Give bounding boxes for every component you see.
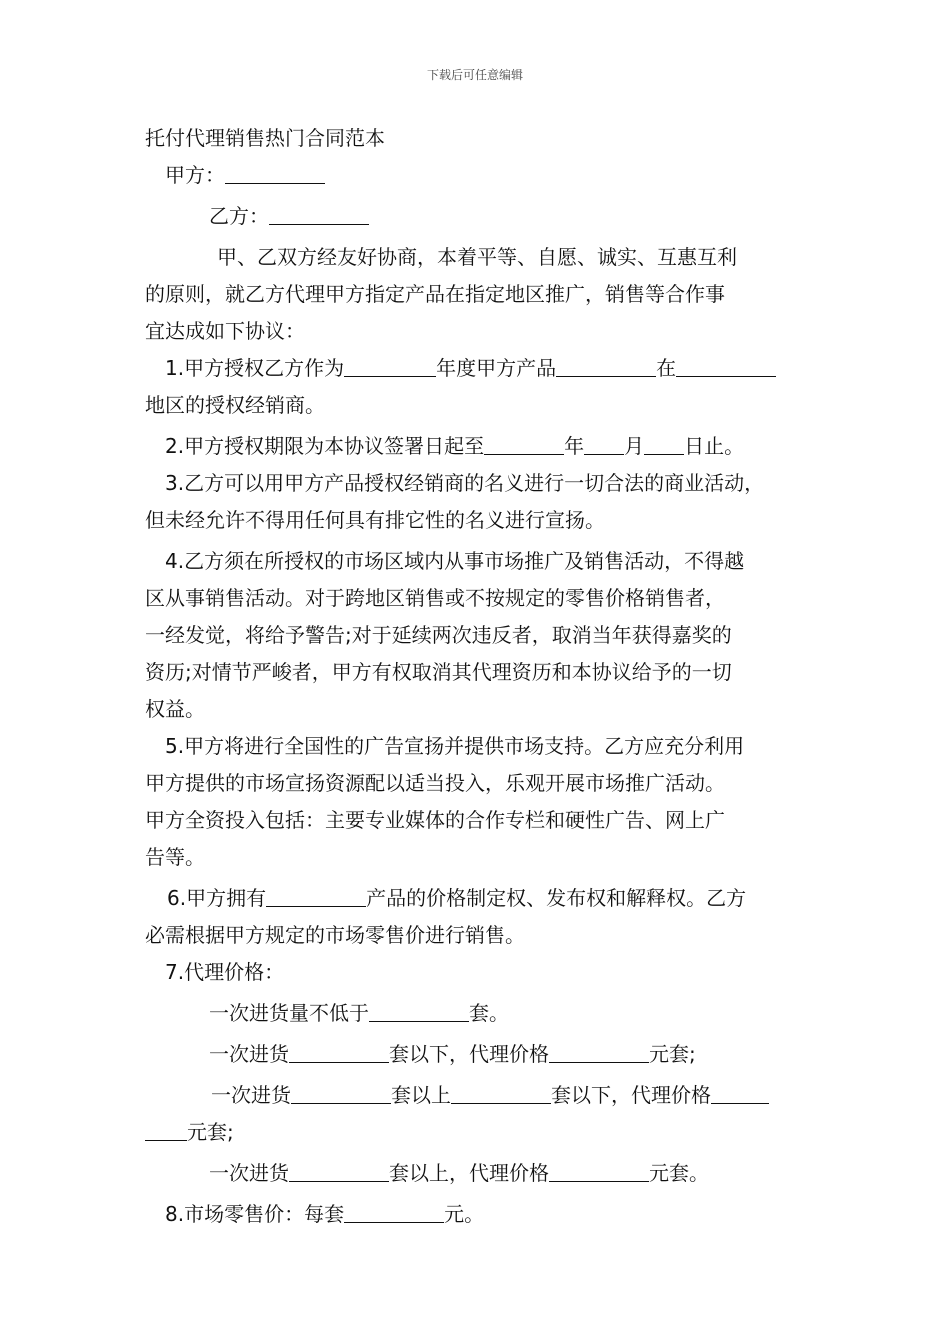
clause-7-row-1-blank[interactable] bbox=[369, 1001, 469, 1022]
clause-2-blank-year[interactable] bbox=[484, 434, 564, 455]
clause-6-line-2: 必需根据甲方规定的市场零售价进行销售。 bbox=[145, 923, 525, 947]
clause-7-row-2 bbox=[145, 1036, 815, 1073]
clause-7-row-3-blank-price-start[interactable] bbox=[711, 1083, 769, 1104]
clause-4-line-2: 区从事销售活动。对于跨地区销售或不按规定的零售价格销售者， bbox=[145, 586, 725, 610]
clause-2-text-a: 2.甲方授权期限为本协议签署日起至 bbox=[165, 434, 485, 458]
clause-1-blank-region[interactable] bbox=[676, 356, 776, 377]
intro-line-3: 宜达成如下协议： bbox=[145, 319, 305, 343]
clause-7-row-4-blank-price[interactable] bbox=[549, 1161, 649, 1182]
clause-8-text-a: 8.市场零售价：每套 bbox=[165, 1202, 345, 1226]
clause-7-row-3-blank-max[interactable] bbox=[451, 1083, 551, 1104]
clause-2-blank-month[interactable] bbox=[584, 434, 624, 455]
clause-4-line-3: 一经发觉，将给予警告;对于延续两次违反者，取消当年获得嘉奖的 bbox=[145, 623, 732, 647]
clause-7-row-3-cont bbox=[145, 1114, 815, 1151]
clause-1-text-b: 年度甲方产品 bbox=[436, 356, 557, 380]
clause-4-line-1: 4.乙方须在所授权的市场区域内从事市场推广及销售活动，不得越 bbox=[165, 549, 745, 573]
clause-8-line bbox=[145, 1196, 815, 1233]
clause-2-text-d: 日止。 bbox=[684, 434, 745, 458]
clause-3-line-1: 3.乙方可以用甲方产品授权经销商的名义进行一切合法的商业活动， bbox=[165, 471, 765, 495]
clause-7-row-4 bbox=[145, 1155, 815, 1192]
clause-7-row-2-blank-price[interactable] bbox=[549, 1042, 649, 1063]
clause-6-text-a: 6.甲方拥有 bbox=[167, 886, 267, 910]
clause-7-row-3 bbox=[145, 1077, 815, 1114]
document-title: 托付代理销售热门合同范本 bbox=[145, 126, 385, 150]
clause-2-line bbox=[145, 428, 815, 465]
clause-8-blank-price[interactable] bbox=[344, 1202, 444, 1223]
clause-7-row-3-text-a: 一次进货 bbox=[211, 1083, 291, 1107]
clause-1-text-a: 1.甲方授权乙方作为 bbox=[165, 356, 345, 380]
clause-4-line-5: 权益。 bbox=[145, 697, 205, 721]
clause-7-row-4-text-b: 套以上，代理价格 bbox=[389, 1161, 549, 1185]
clause-5-line-2: 甲方提供的市场宣扬资源配以适当投入，乐观开展市场推广活动。 bbox=[145, 771, 725, 795]
party-a-label: 甲方： bbox=[165, 163, 225, 187]
clause-7-row-3-blank-min[interactable] bbox=[291, 1083, 391, 1104]
party-a-line bbox=[145, 157, 815, 194]
clause-5-line-4: 告等。 bbox=[145, 845, 205, 869]
clause-2-text-b: 年 bbox=[564, 434, 585, 458]
clause-5-line-3: 甲方全资投入包括：主要专业媒体的合作专栏和硬性广告、网上广 bbox=[145, 808, 725, 832]
clause-6-line-1 bbox=[145, 880, 815, 917]
party-b-line bbox=[145, 198, 815, 235]
clause-7-row-4-blank-qty[interactable] bbox=[289, 1161, 389, 1182]
clause-2-text-c: 月 bbox=[624, 434, 645, 458]
clause-3-line-2: 但未经允许不得用任何具有排它性的名义进行宣扬。 bbox=[145, 508, 605, 532]
contract-document bbox=[145, 120, 815, 1233]
clause-1-blank-product[interactable] bbox=[556, 356, 656, 377]
intro-line-2: 的原则，就乙方代理甲方指定产品在指定地区推广，销售等合作事 bbox=[145, 282, 725, 306]
clause-2-blank-day[interactable] bbox=[644, 434, 684, 455]
clause-6-text-b: 产品的价格制定权、发布权和解释权。乙方 bbox=[366, 886, 747, 910]
intro-line-1: 甲、乙双方经友好协商，本着平等、自愿、诚实、互惠互利 bbox=[217, 245, 737, 269]
clause-1-line-1 bbox=[145, 350, 815, 387]
clause-7-row-2-text-a: 一次进货 bbox=[209, 1042, 289, 1066]
clause-7-row-4-text-c: 元套。 bbox=[649, 1161, 709, 1185]
clause-7-row-3-text-d: 元套; bbox=[187, 1120, 234, 1144]
clause-7-row-3-blank-price-end[interactable] bbox=[145, 1120, 187, 1141]
clause-7-row-3-text-c: 套以下，代理价格 bbox=[551, 1083, 711, 1107]
clause-4-line-4: 资历;对情节严峻者，甲方有权取消其代理资历和本协议给予的一切 bbox=[145, 660, 732, 684]
clause-7-row-4-text-a: 一次进货 bbox=[209, 1161, 289, 1185]
clause-5-line-1: 5.甲方将进行全国性的广告宣扬并提供市场支持。乙方应充分利用 bbox=[165, 734, 745, 758]
clause-1-blank-year[interactable] bbox=[344, 356, 436, 377]
clause-7-title: 7.代理价格： bbox=[165, 960, 285, 984]
clause-1-text-c: 在 bbox=[656, 356, 677, 380]
clause-7-row-2-text-b: 套以下，代理价格 bbox=[389, 1042, 549, 1066]
clause-1-line-2: 地区的授权经销商。 bbox=[145, 393, 325, 417]
party-a-blank[interactable] bbox=[225, 163, 325, 184]
clause-7-row-2-text-c: 元套; bbox=[649, 1042, 696, 1066]
clause-6-blank-product[interactable] bbox=[266, 886, 366, 907]
clause-7-row-1 bbox=[145, 995, 815, 1032]
clause-7-row-1-text-a: 一次进货量不低于 bbox=[209, 1001, 369, 1025]
party-b-blank[interactable] bbox=[269, 204, 369, 225]
party-b-label: 乙方： bbox=[209, 204, 269, 228]
page-header-note: 下载后可任意编辑 bbox=[426, 68, 523, 82]
clause-7-row-3-text-b: 套以上 bbox=[391, 1083, 451, 1107]
clause-8-text-b: 元。 bbox=[444, 1202, 485, 1226]
clause-7-row-1-text-b: 套。 bbox=[469, 1001, 509, 1025]
clause-7-row-2-blank-qty[interactable] bbox=[289, 1042, 389, 1063]
